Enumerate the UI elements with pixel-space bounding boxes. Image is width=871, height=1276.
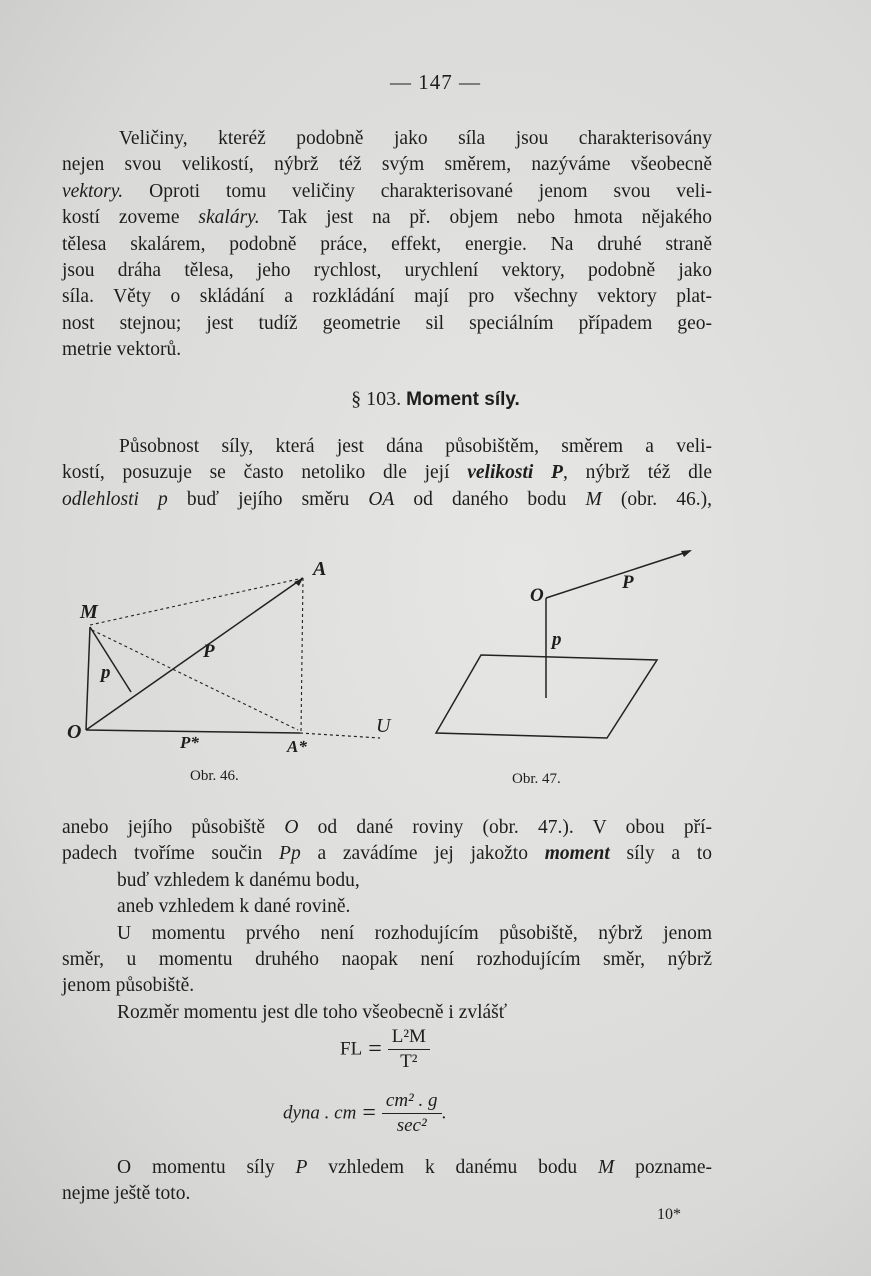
fig46-label-Pstar: P* — [180, 733, 199, 752]
figure-47 — [436, 550, 692, 738]
intro-line-3: vektory. Oproti tomu veličiny charakterisované jenom svou veli- — [62, 180, 712, 202]
fig47-label-P: P — [622, 572, 634, 593]
p2-line-2: kostí, posuzuje se často netoliko dle její velikosti P, nýbrž též dle — [62, 462, 712, 484]
intro-line-1: Veličiny, kteréž podobně jako síla jsou charakterisovány — [119, 128, 712, 149]
fig47-label-p: p — [552, 629, 562, 650]
fig46-caption: Obr. 46. — [190, 768, 239, 784]
p4-line-2: nejme ještě toto. — [62, 1183, 191, 1205]
fig46-dash-AAstar — [301, 578, 303, 732]
formula-dimension — [340, 1026, 430, 1073]
fig46-line-AstarU — [300, 733, 380, 738]
fig46-label-U: U — [376, 715, 391, 737]
fig46-label-P: P — [203, 641, 215, 662]
fig46-line-OA — [86, 578, 303, 730]
page-number: — 147 — — [390, 70, 481, 94]
intro-line-6: jsou dráha tělesa, jeho rychlost, urychlení vektory, podobně jako — [62, 260, 712, 282]
formula2-fraction — [382, 1090, 442, 1137]
formula1-den: T² — [400, 1051, 418, 1072]
intro-line-7: síla. Věty o skládání a rozkládání mají pro všechny vektory plat- — [62, 286, 712, 308]
p2-line-3: odlehlosti p buď jejího směru OA od daného bodu M (obr. 46.), — [62, 488, 713, 510]
term-vektory: vektory. — [62, 180, 124, 202]
p3-line-2: padech tvoříme součin Pp a zavádíme jej jakožto moment síly a to — [62, 843, 713, 865]
p3-line-5: U momentu prvého není rozhodujícím působiště, nýbrž jenom — [117, 922, 712, 944]
p3-line-7: jenom působiště. — [62, 975, 195, 997]
p3-line-4: aneb vzhledem k dané rovině. — [117, 896, 351, 918]
p3-line-1: anebo jejího působiště O od dané roviny (obr. 47.). V obou pří- — [62, 817, 712, 838]
fig47-line-P — [546, 551, 690, 598]
p2-line-1: Působnost síly, která jest dána působištěm, směrem a veli- — [119, 436, 712, 457]
intro-line-5: tělesa skalárem, podobně práce, effekt, energie. Na druhé straně — [62, 233, 712, 255]
formula2-eq: = — [362, 1100, 376, 1126]
fig47-caption: Obr. 47. — [512, 771, 561, 787]
paragraph-3 — [62, 815, 712, 1026]
section-title: Moment síly. — [406, 389, 520, 410]
signature-mark: 10* — [657, 1206, 681, 1223]
formula1-num: L²M — [388, 1026, 430, 1050]
fig46-line-OM — [86, 627, 90, 730]
section-heading: § 103. Moment síly. — [351, 388, 520, 410]
fig46-label-M: M — [80, 601, 98, 623]
fig46-label-A: A — [313, 558, 327, 580]
formula-units — [283, 1090, 446, 1137]
fig46-dash-MA — [90, 578, 303, 625]
paragraph-4 — [62, 1155, 712, 1208]
fig46-label-Astar: A* — [287, 737, 307, 756]
intro-line-4: kostí zoveme skaláry. Tak jest na př. objem nebo hmota nějakého — [62, 207, 712, 229]
fig46-label-O: O — [67, 721, 82, 743]
p3-line-3: buď vzhledem k danému bodu, — [117, 869, 360, 891]
fig46-label-p: p — [101, 662, 111, 683]
formula2-den: sec² — [396, 1115, 427, 1136]
formula1-fraction — [388, 1026, 430, 1073]
formula2-tail: . — [441, 1102, 447, 1124]
intro-line-2: nejen svou velikostí, nýbrž též svým směrem, nazýváme všeobecně — [62, 154, 712, 176]
term-skalary: skaláry. — [198, 207, 260, 229]
p4-line-1: O momentu síly P vzhledem k danému bodu M pozname- — [117, 1157, 712, 1178]
intro-line-9: metrie vektorů. — [62, 339, 182, 361]
formula2-lhs: dyna . cm — [283, 1102, 357, 1124]
figure-46 — [86, 578, 380, 738]
fig47-label-O: O — [530, 585, 544, 606]
fig47-arrowhead — [681, 550, 692, 557]
p3-line-8: Rozměr momentu jest dle toho všeobecně i zvlášť — [117, 1001, 508, 1023]
intro-line-8: nost stejnou; jest tudíž geometrie sil speciálním případem geo- — [62, 312, 712, 334]
p3-line-6: směr, u momentu druhého naopak není rozhodujícím směr, nýbrž — [62, 949, 712, 971]
formula1-lhs: FL — [340, 1038, 363, 1060]
formula2-num: cm² . g — [382, 1090, 442, 1114]
formula1-eq: = — [368, 1036, 382, 1062]
